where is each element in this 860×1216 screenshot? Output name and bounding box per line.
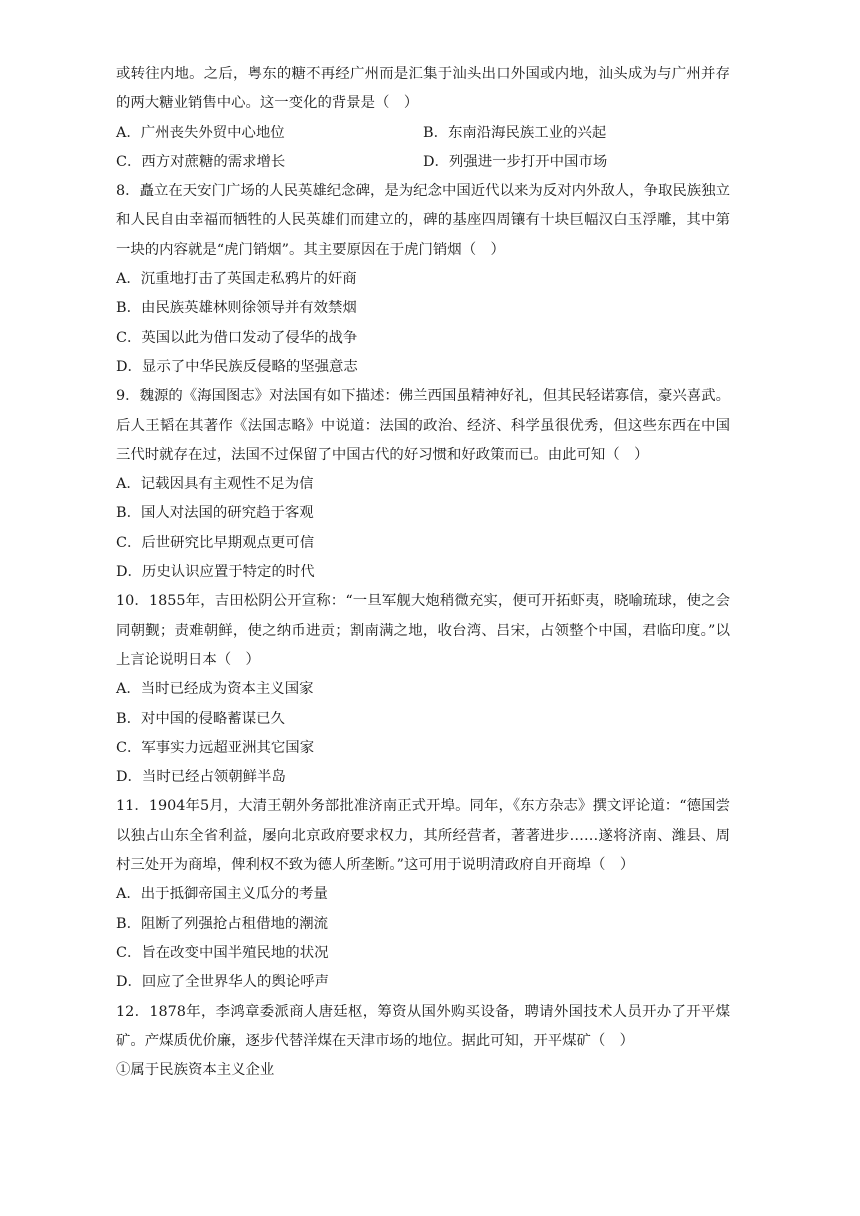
question-9-option-b[interactable]: B．国人对法国的研究趋于客观 [116,505,314,522]
question-11-option-a[interactable]: A．出于抵御帝国主义瓜分的考量 [116,886,328,903]
question-10-option-a[interactable]: A．当时已经成为资本主义国家 [116,681,314,698]
question-11-option-d[interactable]: D．回应了全世界华人的舆论呼声 [116,974,330,991]
question-12-stem: 12．1878年，李鸿章委派商人唐廷枢，筹资从国外购买设备，聘请外国技术人员开办了开平煤矿。产煤质优价廉，逐步代替洋煤在天津市场的地位。据此可知，开平煤矿（ ） [116,1003,730,1049]
question-7-option-d[interactable]: D．列强进一步打开中国市场 [423,153,608,170]
question-10-option-c[interactable]: C．军事实力远超亚洲其它国家 [116,739,315,756]
exam-page [116,60,730,1085]
question-7-options-row-1 [116,119,730,148]
question-11 [116,792,730,997]
question-11-option-b[interactable]: B．阻断了列强抢占租借地的潮流 [116,915,329,932]
question-8-option-a[interactable]: A．沉重地打击了英国走私鸦片的奸商 [116,271,357,288]
question-8-stem: 8．矗立在天安门广场的人民英雄纪念碑，是为纪念中国近代以来为反对内外敌人，争取民族独立和人民自由幸福而牺牲的人民英雄们而建立的，碑的基座四周镶有十块巨幅汉白玉浮雕，其中第一块的内容就是“虎门销烟”。其主要原因在于虎门销烟（ ） [116,183,730,258]
question-10 [116,587,730,792]
question-12 [116,998,730,1086]
question-9-stem: 9．魏源的《海国图志》对法国有如下描述：佛兰西国虽精神好礼，但其民轻诺寡信，豪兴喜武。后人王韬在其著作《法国志略》中说道：法国的政治、经济、科学虽很优秀，但这些东西在中国三代时就存在过，法国不过保留了中国古代的好习惯和好政策而已。由此可知（ ） [116,388,730,463]
question-8-option-d[interactable]: D．显示了中华民族反侵略的坚强意志 [116,358,358,375]
question-9-option-d[interactable]: D．历史认识应置于特定的时代 [116,564,315,581]
question-7-option-c[interactable]: C．西方对蔗糖的需求增长 [116,153,286,170]
question-7-options-row-2 [116,148,730,177]
question-7 [116,60,730,177]
question-12-item-1: ①属于民族资本主义企业 [116,1062,275,1079]
question-7-option-a[interactable]: A．广州丧失外贸中心地位 [116,124,285,141]
question-7-option-b[interactable]: B．东南沿海民族工业的兴起 [423,124,607,141]
question-10-option-b[interactable]: B．对中国的侵略蓄谋已久 [116,710,285,727]
question-9 [116,382,730,587]
question-8-option-c[interactable]: C．英国以此为借口发动了侵华的战争 [116,329,358,346]
question-8-option-b[interactable]: B．由民族英雄林则徐领导并有效禁烟 [116,300,357,317]
question-10-stem: 10．1855年，吉田松阴公开宣称：“一旦军舰大炮稍微充实，便可开拓虾夷，晓喻琉球，使之会同朝觐；责难朝鲜，使之纳币进贡；割南满之地，收台湾、吕宋，占领整个中国，君临印度。”以上言论说明日本（ ） [116,593,730,668]
question-9-option-c[interactable]: C．后世研究比早期观点更可信 [116,534,315,551]
question-8 [116,177,730,382]
question-9-option-a[interactable]: A．记载因具有主观性不足为信 [116,476,314,493]
question-7-stem: 或转往内地。之后，粤东的糖不再经广州而是汇集于汕头出口外国或内地，汕头成为与广州并存的两大糖业销售中心。这一变化的背景是（ ） [116,66,730,112]
question-10-option-d[interactable]: D．当时已经占领朝鲜半岛 [116,769,286,786]
question-11-option-c[interactable]: C．旨在改变中国半殖民地的状况 [116,944,329,961]
question-11-stem: 11．1904年5月，大清王朝外务部批准济南正式开埠。同年，《东方杂志》撰文评论道：“德国尝以独占山东全省利益，屡向北京政府要求权力，其所经营者，著著进步……遂将济南、潍县、周村三处开为商埠，俾利权不致为德人所垄断。”这可用于说明清政府自开商埠（ ） [116,798,730,874]
